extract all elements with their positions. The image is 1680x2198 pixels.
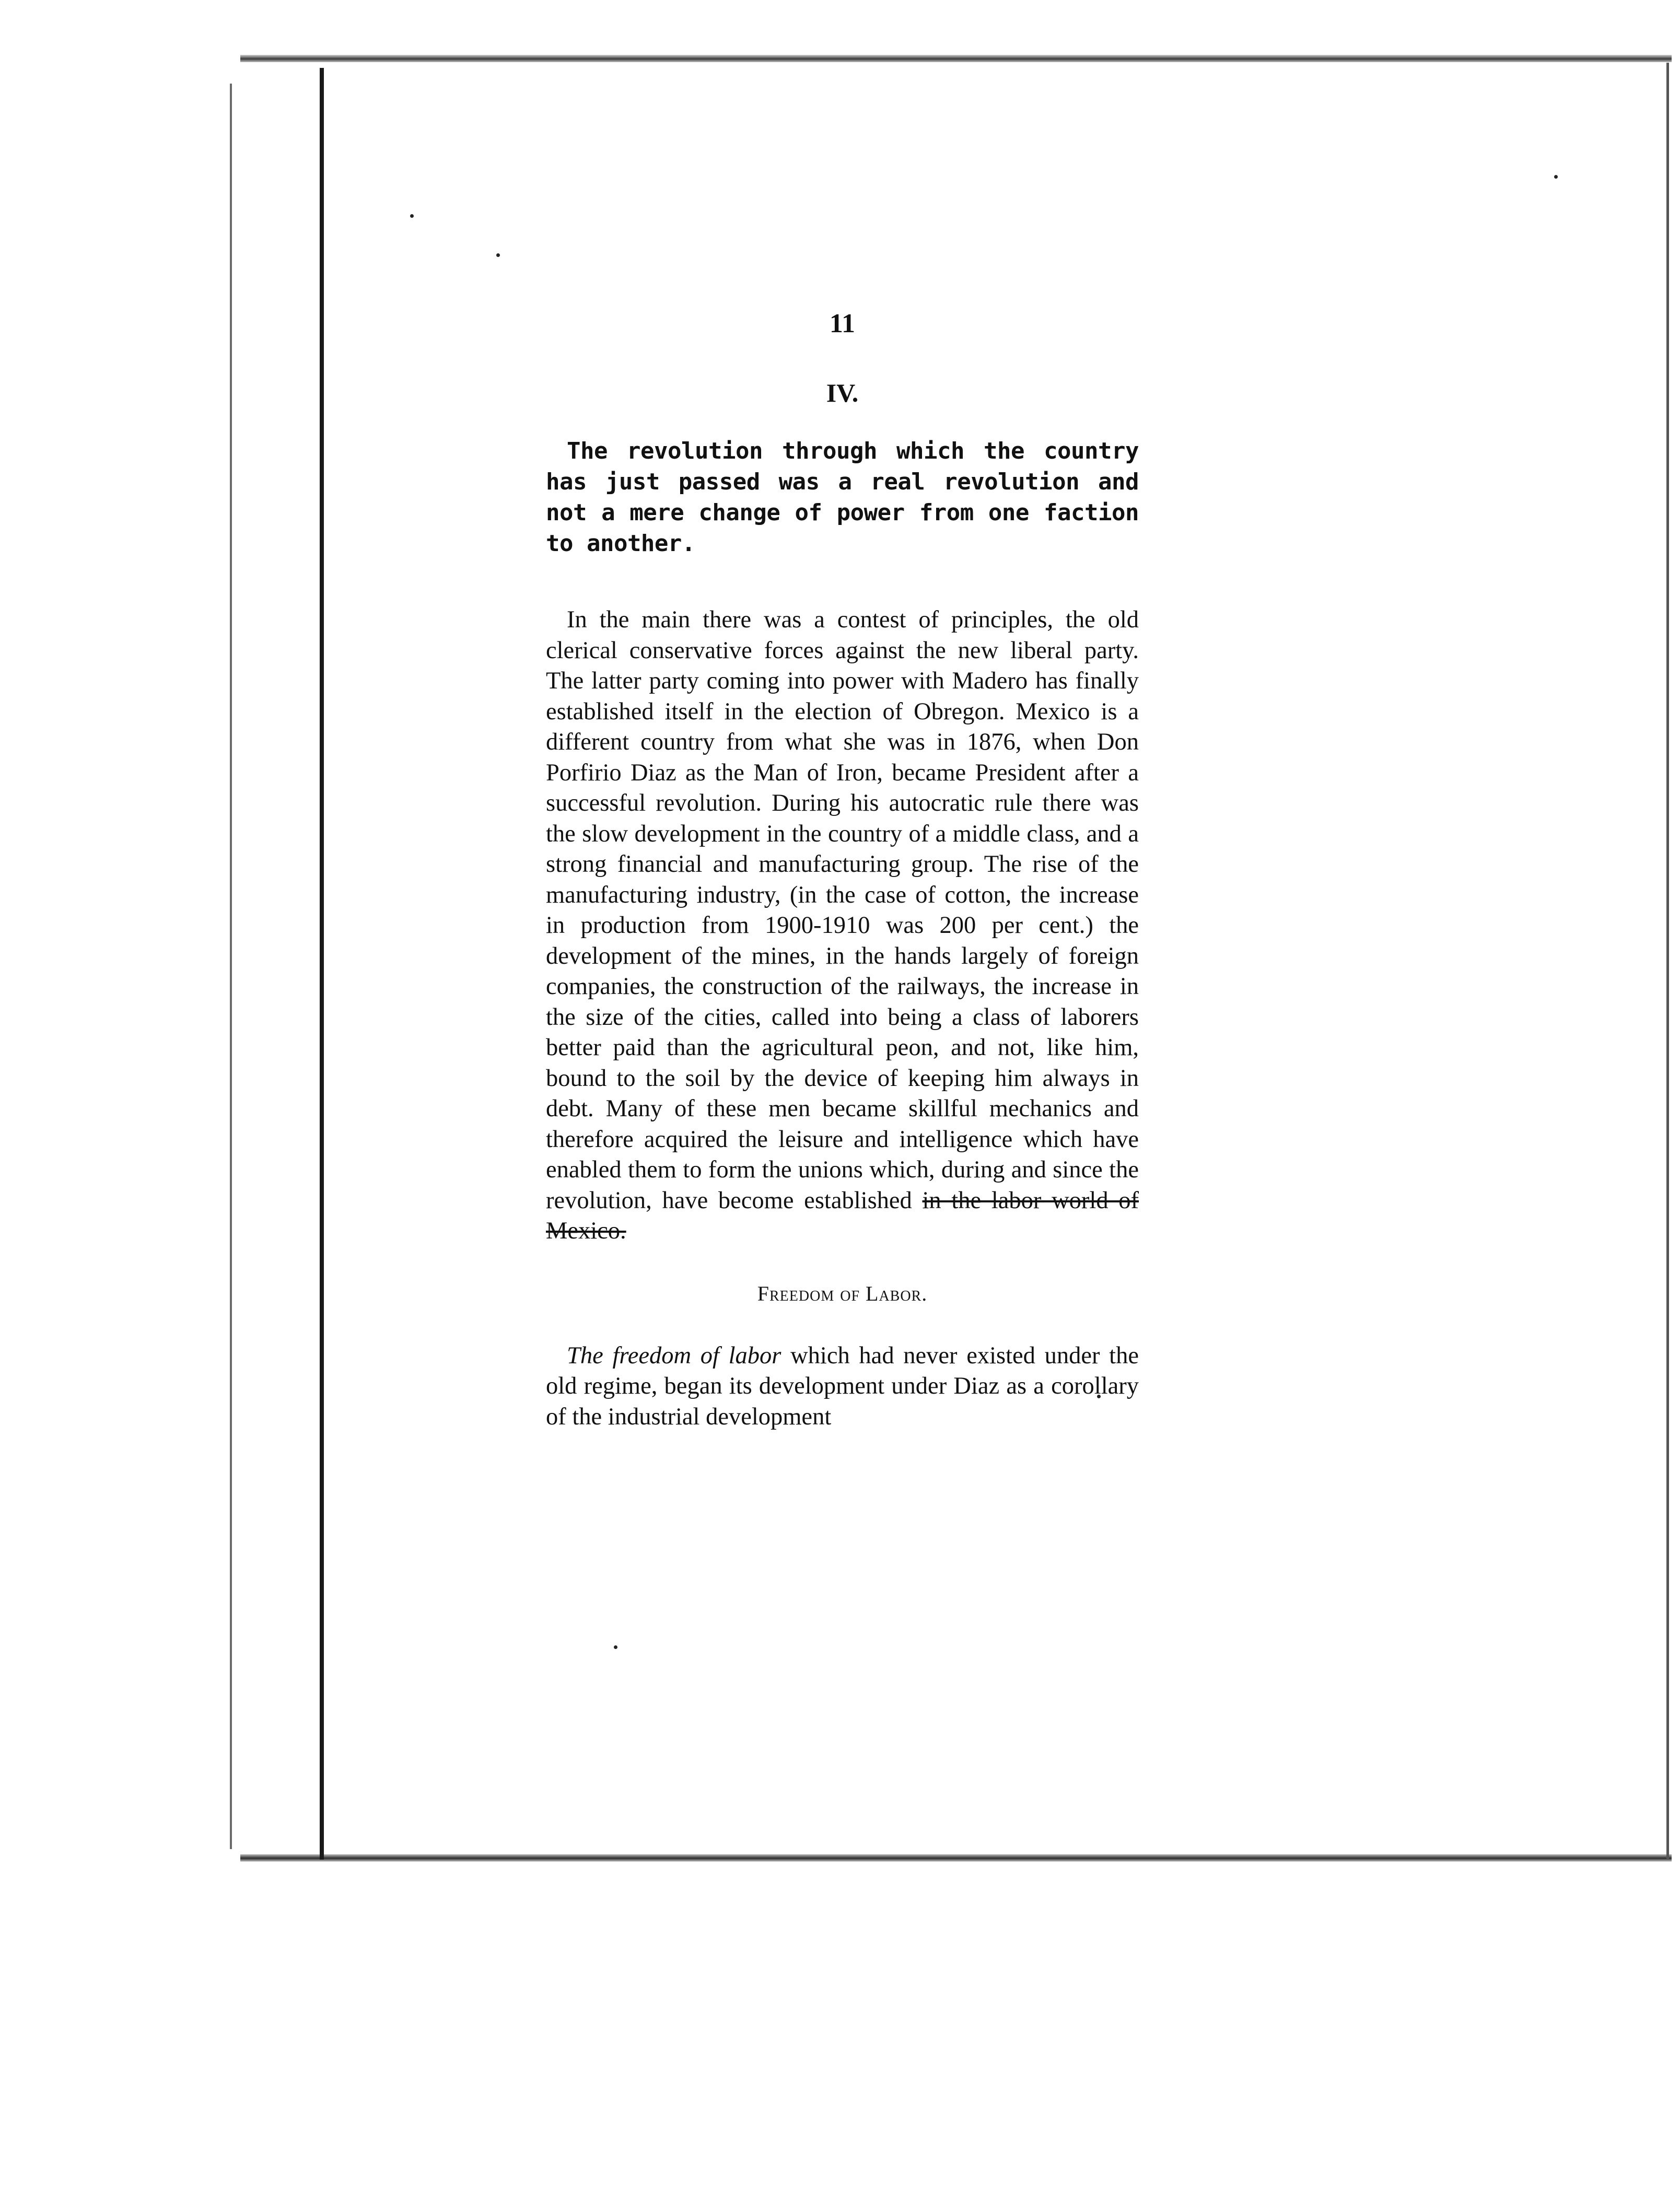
paragraph-1-text: In the main there was a contest of principles, the old clerical conservative forces against the new liberal party. The latter party coming into power with Madero has finally established itself in the election of Obregon. Mexico is a different country from what she was in 1876, when Don Porfirio Diaz as the Man of Iron, became President after a successful revolution. During his autocratic rule there was the slow development in the country of a middle class, and a strong financial and manufacturing group. The rise of the manufacturing industry, (in the case of cotton, the increase in production from 1900-1910 was 200 per cent.) the development of the mines, in the hands largely of foreign companies, the construction of the railways, the increase in the size of the cities, called into being a class of laborers better paid than the agricultural peon, and not, like him, bound to the soil by the device of keeping him always in debt. Many of these men became skillful mechanics and therefore acquired the leisure and intelligence which have enabled them to form the unions which, during and since the revolution, have become established xyxy=(546,606,1139,1214)
scan-speck xyxy=(1554,175,1558,179)
paragraph-1-struck-text: in the labor world of Mexico. xyxy=(546,1187,1139,1244)
scan-left-edge xyxy=(230,84,232,1849)
scan-speck xyxy=(496,253,500,257)
paragraph-1 xyxy=(546,605,1139,1247)
text-column xyxy=(546,308,1139,1432)
section-number: IV. xyxy=(826,378,859,407)
scan-right-edge xyxy=(1666,63,1669,1860)
paragraph-2-text: which had never existed under the old regime, began its development under Diaz as a corollary of the industrial development xyxy=(546,1342,1139,1430)
paragraph-2 xyxy=(546,1341,1139,1433)
scan-bottom-edge xyxy=(240,1854,1672,1862)
scan-top-edge xyxy=(240,55,1672,62)
paragraph-2-italic-lead: The freedom of labor xyxy=(567,1342,781,1369)
scan-speck xyxy=(614,1645,617,1649)
scan-speck xyxy=(410,214,414,218)
page-number: 11 xyxy=(829,309,856,338)
scan-binding-edge xyxy=(320,68,324,1860)
thesis-statement: The revolution through which the country has just passed was a real revolution and not a mere change of power from one faction to another. xyxy=(546,438,1139,557)
section-heading: Freedom of Labor. xyxy=(757,1281,928,1305)
